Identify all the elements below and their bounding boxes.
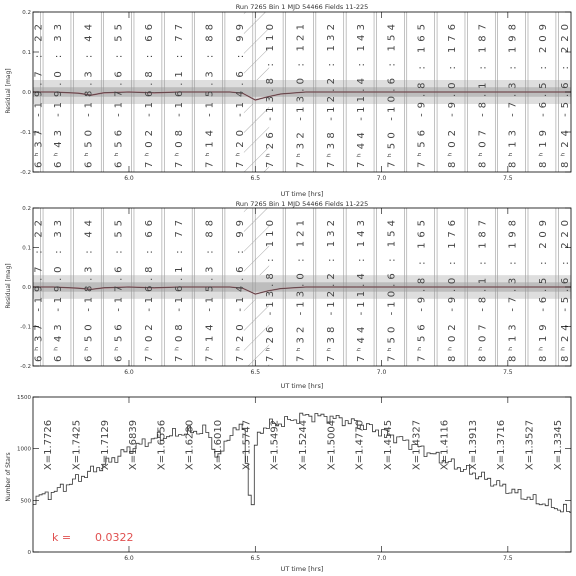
x-tick-label: 6.0 xyxy=(124,175,134,182)
field-label: 7ʰ14 -15.3 : 88 xyxy=(204,220,216,362)
k-value: 0.0322 xyxy=(95,531,134,544)
y-tick-label: -0.1 xyxy=(20,324,31,331)
y-tick-label: -0.2 xyxy=(20,364,31,370)
field-label: 7ʰ08 -16.1 : 77 xyxy=(174,24,186,168)
x-tick-label: 6.5 xyxy=(250,555,261,562)
field-label: 6ʰ56 -17.6 : 55 xyxy=(113,24,125,168)
field-label: 8ʰ24 -5.6 : 220 xyxy=(560,24,572,168)
airmass-label: X=1.4116 xyxy=(439,419,451,471)
field-label: 8ʰ19 -6.5 : 209 xyxy=(538,24,549,168)
y-tick-label: 0.2 xyxy=(22,206,31,212)
y-tick-label: 0.0 xyxy=(22,285,31,291)
y-tick-label: 1000 xyxy=(17,446,31,453)
airmass-label: X=1.4545 xyxy=(382,419,394,471)
y-tick-label: 0.1 xyxy=(22,245,31,252)
airmass-label: X=1.4327 xyxy=(411,419,423,471)
panel-top-plot xyxy=(20,10,571,182)
y-tick-label: -0.2 xyxy=(20,170,31,176)
airmass-label: X=1.6556 xyxy=(156,419,168,471)
k-label: k = xyxy=(52,531,72,544)
field-label: 6ʰ37 -19.7 : 22 xyxy=(33,24,45,168)
field-label: 8ʰ24 -5.6 : 220 xyxy=(560,220,572,362)
x-tick-label: 6.5 xyxy=(250,369,261,376)
y-tick-label: 0.1 xyxy=(22,50,31,56)
airmass-label: X=1.3716 xyxy=(496,419,508,471)
y-tick-label: -0.1 xyxy=(20,130,31,136)
field-label: 7ʰ38 -12.2 : 132 xyxy=(325,24,337,168)
field-label: 7ʰ20 -14.6 : 99 xyxy=(234,24,246,168)
field-label: 7ʰ56 -9.8 : 165 xyxy=(416,24,428,168)
field-label: 7ʰ32 -13.0 : 121 xyxy=(295,24,307,168)
panel-mid-ylabel: Residual [mag] xyxy=(5,263,12,309)
y-tick-label: 0.0 xyxy=(22,90,31,96)
y-tick-label: 500 xyxy=(20,498,31,505)
airmass-label: X=1.4770 xyxy=(354,419,366,471)
field-label: 7ʰ44 -11.4 : 143 xyxy=(356,220,368,362)
panel-mid-xlabel: UT time [hrs] xyxy=(280,382,324,390)
x-tick-label: 7.0 xyxy=(376,175,387,182)
field-label: 8ʰ13 -7.3 : 198 xyxy=(507,24,519,168)
field-label: 8ʰ19 -6.5 : 209 xyxy=(538,220,549,362)
airmass-label: X=1.3527 xyxy=(524,419,536,471)
airmass-label: X=1.3913 xyxy=(467,419,479,471)
x-tick-label: 6.0 xyxy=(124,555,134,562)
airmass-label: X=1.5004 xyxy=(326,419,338,471)
field-label: 7ʰ50 -10.6 : 154 xyxy=(386,24,398,168)
panel-bottom-xlabel: UT time [hrs] xyxy=(280,565,324,573)
field-label: 6ʰ56 -17.6 : 55 xyxy=(113,220,125,362)
x-tick-label: 7.5 xyxy=(503,555,513,562)
field-label: 6ʰ50 -18.3 : 44 xyxy=(83,24,95,168)
field-label: 7ʰ26 -13.8 : 110 xyxy=(265,220,277,362)
airmass-label: X=1.6010 xyxy=(213,419,225,471)
field-label: 8ʰ13 -7.3 : 198 xyxy=(507,220,519,362)
field-label: 8ʰ07 -8.1 : 187 xyxy=(477,220,489,362)
airmass-label: X=1.3345 xyxy=(552,419,564,471)
field-label: 6ʰ37 -19.7 : 22 xyxy=(33,220,45,362)
airmass-label: X=1.5492 xyxy=(269,419,281,471)
x-tick-label: 7.0 xyxy=(376,555,387,562)
x-tick-label: 7.5 xyxy=(503,369,513,376)
field-label: 8ʰ02 -9.0 : 176 xyxy=(447,220,458,362)
airmass-label: X=1.7425 xyxy=(71,419,83,471)
field-label: 6ʰ43 -19.0 : 33 xyxy=(53,24,64,168)
panel-top-xlabel: UT time [hrs] xyxy=(280,190,324,198)
field-label: 6ʰ50 -18.3 : 44 xyxy=(83,220,95,362)
airmass-label: X=1.6280 xyxy=(184,419,196,471)
y-tick-label: 0.2 xyxy=(22,10,31,16)
x-tick-label: 7.0 xyxy=(376,369,387,376)
field-label: 7ʰ14 -15.3 : 88 xyxy=(204,24,216,168)
field-label: 7ʰ08 -16.1 : 77 xyxy=(174,220,186,362)
x-tick-label: 6.0 xyxy=(124,369,134,376)
x-tick-label: 7.5 xyxy=(503,175,513,182)
airmass-label: X=1.6839 xyxy=(128,419,140,471)
panel-top-title: Run 7265 Bin 1 MJD 54466 Fields 11-225 xyxy=(235,3,369,11)
airmass-label: X=1.7129 xyxy=(99,419,111,471)
panel-bottom-ylabel: Number of Stars xyxy=(5,452,12,502)
field-label: 7ʰ56 -9.8 : 165 xyxy=(416,220,428,362)
field-label: 7ʰ38 -12.2 : 132 xyxy=(325,220,337,362)
field-label: 7ʰ50 -10.6 : 154 xyxy=(386,220,398,362)
field-label: 7ʰ26 -13.8 : 110 xyxy=(265,24,277,168)
field-label: 7ʰ02 -16.8 : 66 xyxy=(143,24,155,168)
field-label: 6ʰ43 -19.0 : 33 xyxy=(53,220,64,362)
y-tick-label: 0 xyxy=(27,550,31,556)
airmass-label: X=1.5244 xyxy=(298,419,309,471)
panel-mid-title: Run 7265 Bin 1 MJD 54466 Fields 11-225 xyxy=(235,200,369,208)
panel-mid-plot xyxy=(20,206,571,376)
field-label: 7ʰ32 -13.0 : 121 xyxy=(295,220,307,362)
y-tick-label: 1500 xyxy=(17,395,31,401)
field-label: 7ʰ44 -11.4 : 143 xyxy=(356,24,368,168)
airmass-label: X=1.5747 xyxy=(241,419,253,471)
panel-top-ylabel: Residual [mag] xyxy=(5,68,12,114)
airmass-label: X=1.7726 xyxy=(43,419,55,471)
field-label: 7ʰ02 -16.8 : 66 xyxy=(143,220,155,362)
field-label: 8ʰ07 -8.1 : 187 xyxy=(477,24,489,168)
x-tick-label: 6.5 xyxy=(250,175,261,182)
field-label: 8ʰ02 -9.0 : 176 xyxy=(447,24,458,168)
field-label: 7ʰ20 -14.6 : 99 xyxy=(234,220,246,362)
